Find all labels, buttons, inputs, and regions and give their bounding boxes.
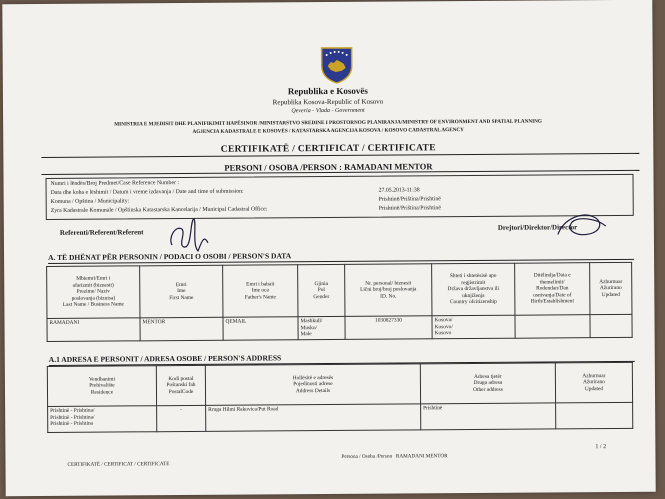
- header-updated: Azhurnuar Ažurirano Updated: [590, 262, 632, 314]
- footer-person-label: Persona / Osoba /Person RAMADANI MENTOR: [341, 453, 448, 460]
- header-residence: Vendbanimi Prebivalište Residence: [47, 366, 156, 407]
- municipality-label: Komuna / Opština / Municipality:: [50, 198, 130, 205]
- government-label: Qeveria - Vlada - Government: [291, 107, 365, 115]
- header-address-details: Hollësitë e adresës Pojedinosti adrese Address Details: [205, 364, 420, 406]
- municipality-value: Prishtinë/Priština/Prishtinë: [378, 196, 441, 203]
- referent-label: Referenti/Referent/Referent: [59, 228, 144, 237]
- certificate-page: [2, 0, 655, 496]
- date-value: 27.05.2013-11:38: [378, 187, 420, 194]
- header-first-name: Emri Ime First Name: [140, 265, 223, 318]
- cell-other-address: Prishtinë: [421, 403, 556, 430]
- header-other-address: Adresa tjetër Druga adresa Other address: [420, 363, 555, 404]
- agency-name: AGJENCIA KADASTRALE E KOSOVËS / KATASTARSKA AGENCIJA KOSOVA / KOSOVO CADASTRAL AGENCY: [192, 127, 464, 135]
- cell-address-details: Rruga Hilmi Rakovica/Put Road: [206, 404, 421, 432]
- page-number: 1 / 2: [595, 444, 607, 451]
- director-signature-icon: [552, 208, 612, 242]
- country-name-alt: Republika Kosova-Republic of Kosovo: [272, 97, 384, 107]
- person-title: PERSONI / OSOBA /PERSON : RAMADANI MENTOR: [224, 161, 433, 173]
- director-label: Drejtori/Direktor/Director: [497, 223, 578, 232]
- cell-first-name: MENTOR: [140, 317, 223, 340]
- case-number-label: Numri i lëndës/Broj Predmet/Case Reference Number :: [50, 180, 180, 187]
- header-address-updated: Azhurnuar Ažurirano Updated: [555, 362, 632, 403]
- header-birth: Ditëlindja/Data e themelimit/ Rodendan/Dan osnivanja/Date of Birth/Establishment: [515, 263, 590, 316]
- certificate-title: CERTIFIKATË / CERTIFICAT / CERTIFICATE: [220, 143, 436, 155]
- date-label: Data dhe koha e lëshimit / Datum i vreme izdavanja / Date and time of submission:: [50, 188, 244, 196]
- cell-address-updated: [556, 402, 633, 429]
- cell-country: Kosova/ Kosovo/ Kosovo: [432, 315, 515, 338]
- section-a1-title: A.1 ADRESA E PERSONIT / ADRESA OSOBE / PERSON'S ADDRESS: [48, 353, 282, 364]
- cell-postal-code: -: [157, 405, 206, 431]
- kosovo-emblem-icon: [320, 46, 354, 84]
- ministry-name: MINISTRIA E MJEDISIT DHE PLANIFIKIMIT HAPËSINOR /MINISTARSTVO SREDINE I PROSTORNOG PLANIRANJA/MINISTRY OF ENVIRONMENT AND SPATIAL PLANNING: [114, 118, 542, 128]
- cell-father-name: QEMAIL: [223, 317, 298, 340]
- header-gender: Gjinia Pol Gender: [298, 264, 345, 316]
- cell-last-name: RAMADANI: [47, 318, 140, 341]
- case-info-box: [46, 174, 634, 220]
- office-label: Zyra Kadastrale Komunale / Opštinska Katastarska Kancelarija / Municipal Cadastral Office:: [50, 206, 268, 214]
- cell-birth: [515, 315, 590, 338]
- cell-updated: [590, 314, 632, 337]
- country-name: Republika e Kosovës: [287, 85, 368, 97]
- footer-certificate-label: CERTIFIKATË / CERTIFICAT / CERTIFICATE: [67, 461, 170, 468]
- header-id-no: Nr. personal/ biznesit Lični broj/broj poslovanja ID. No.: [345, 264, 432, 317]
- person-data-table: [46, 262, 633, 342]
- section-a-title: A. TË DHËNAT PËR PERSONIN / PODACI O OSOBI / PERSON'S DATA: [48, 251, 292, 262]
- cell-residence: Prishtinë - Prishtina/ Prishtinë - Prishtina/ Prishtinë - Prishtina: [48, 406, 157, 433]
- header-postal-code: Kodi postal Poštanski fah PostalCode: [156, 365, 205, 405]
- header-last-name: Mbiemri/Emri i afarizmit (biznesit) Prezime/ Naziv poslovanja (biznisa) Last Name / Business Name: [47, 266, 140, 319]
- office-value: Prishtinë/Priština/Prishtinë: [378, 205, 441, 212]
- header-father-name: Emri i babait Ime oca Father's Name: [223, 265, 298, 318]
- referent-signature-icon: [164, 215, 214, 257]
- cell-gender: Mashkull/ Musko/ Male: [298, 316, 345, 339]
- cell-id-no: 1030827330: [345, 316, 432, 339]
- header-country: Shteti i shtetësisë apo regjistrimit Država državljanstva ili uknjiženja Country ofcitizenship: [432, 263, 515, 316]
- address-table: [47, 362, 633, 433]
